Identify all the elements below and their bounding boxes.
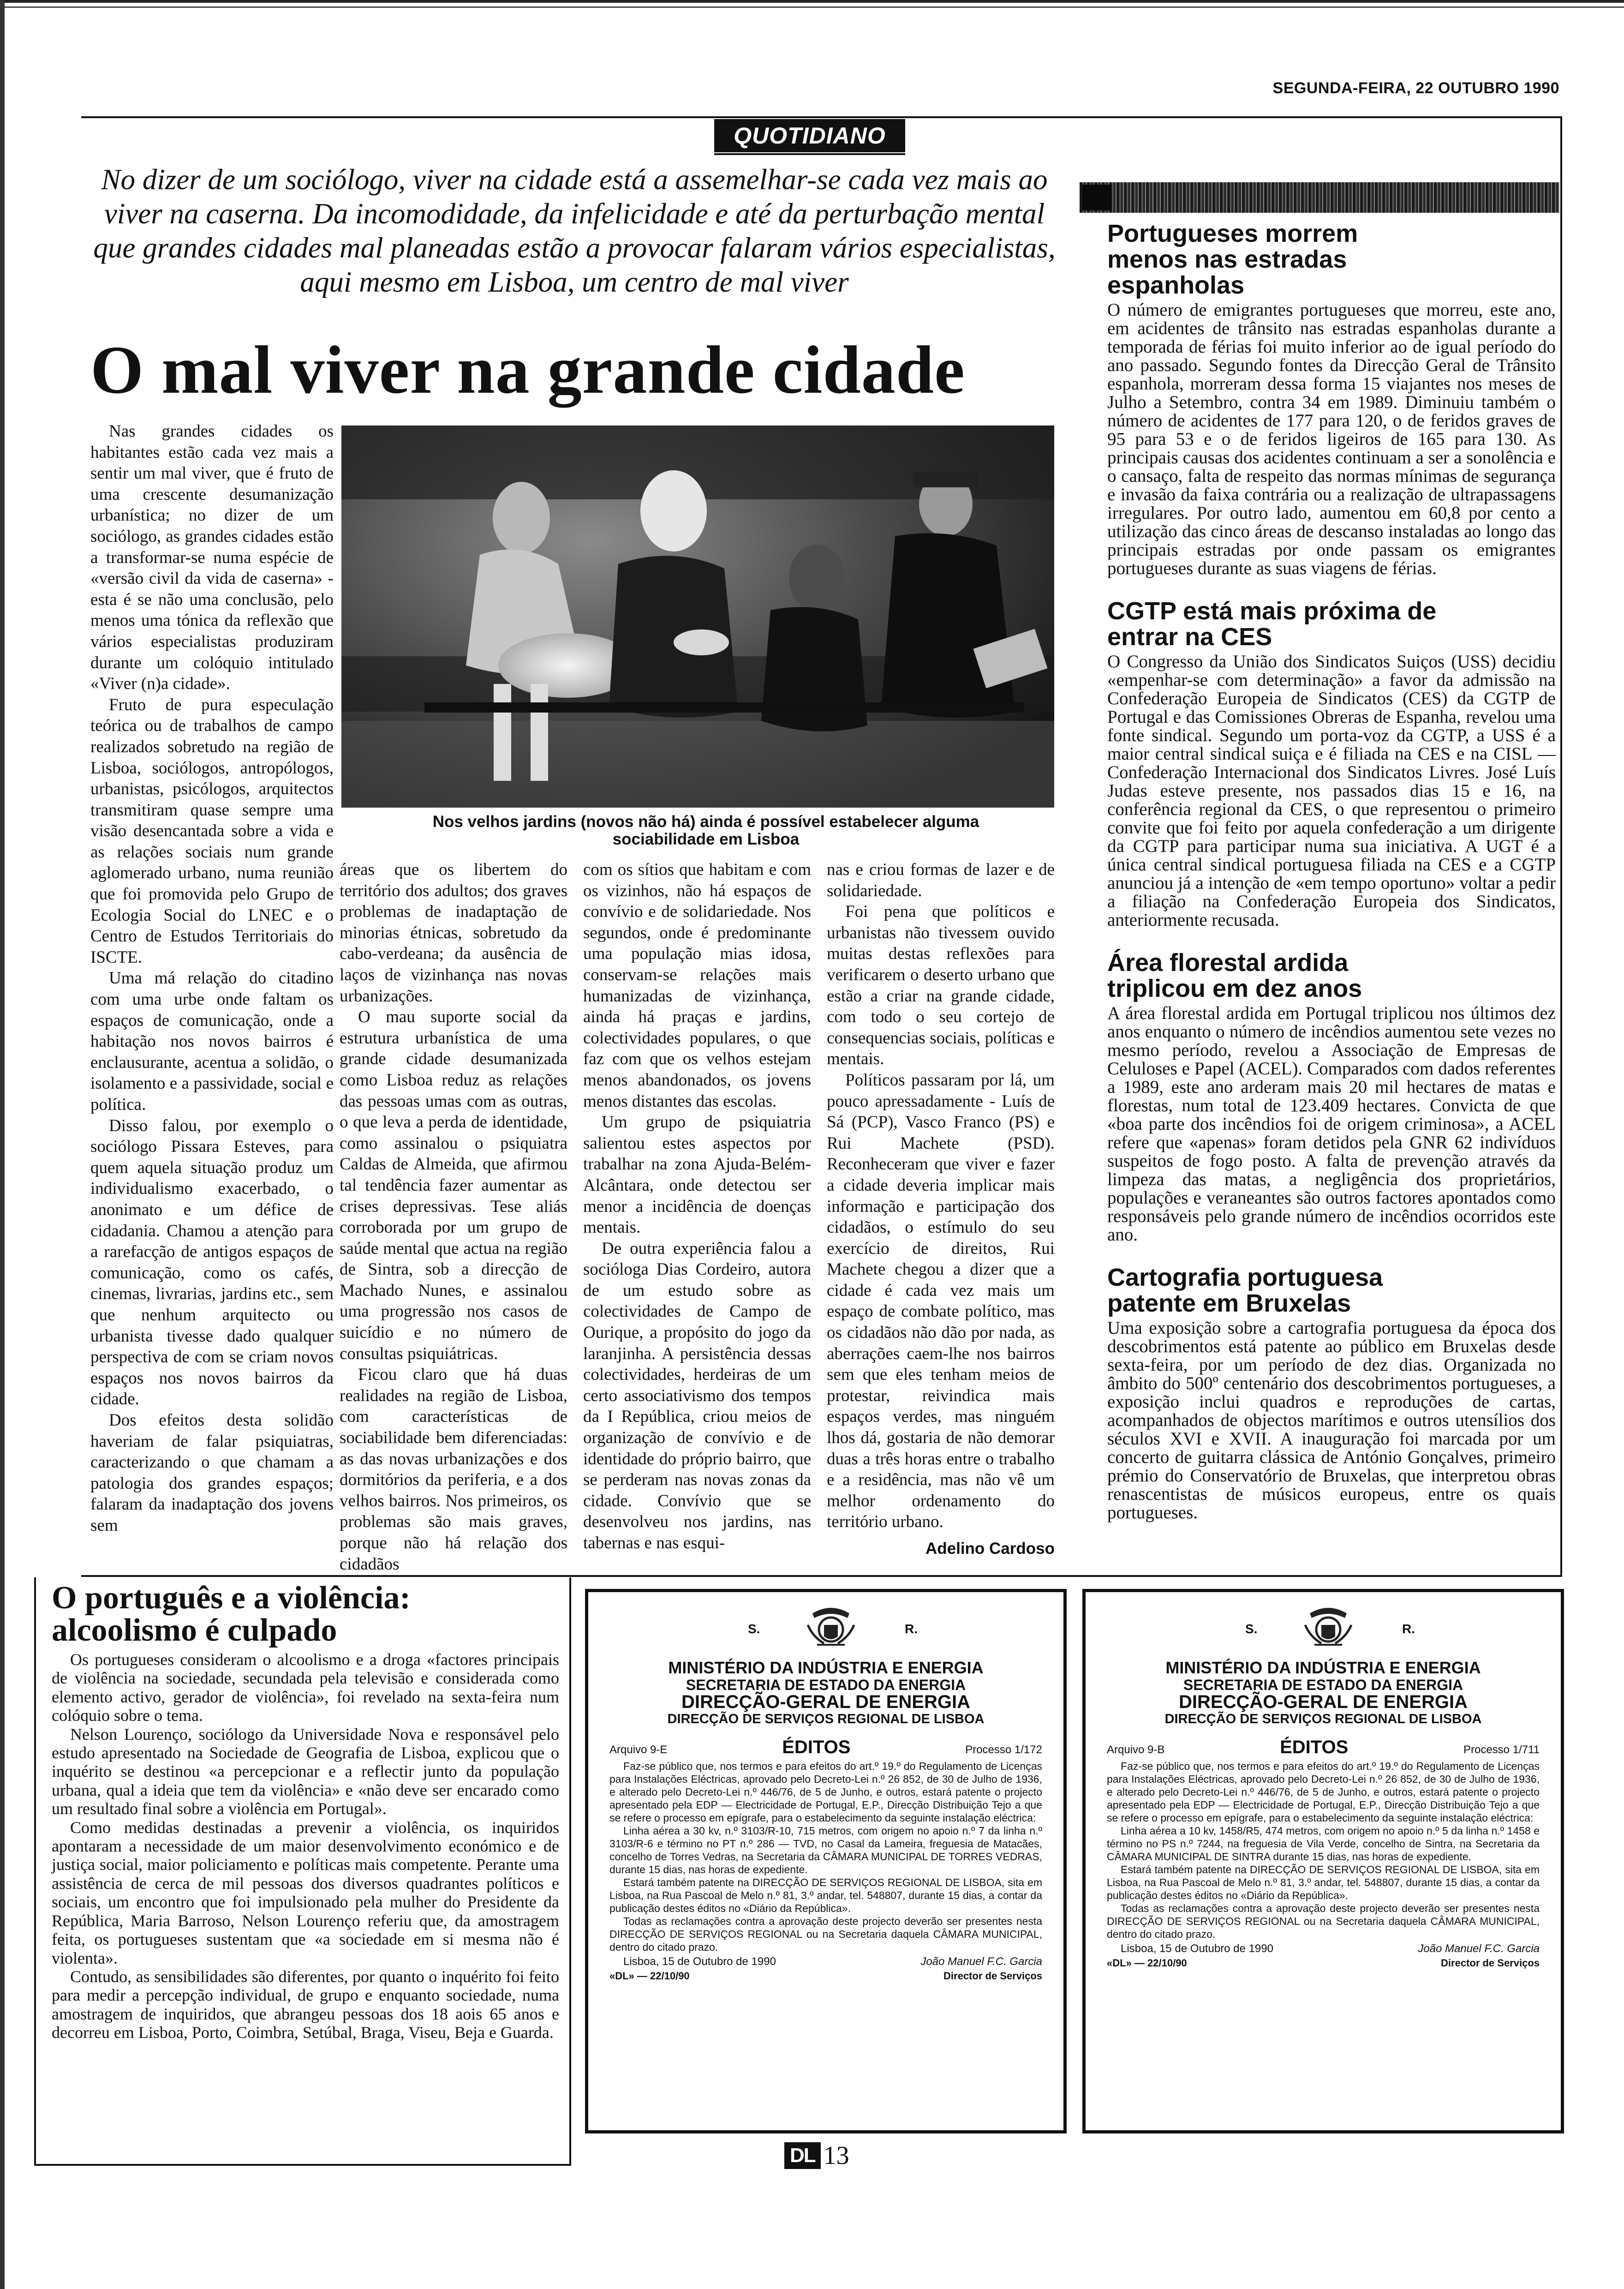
paragraph: Ficou claro que há duas realidades na região de Lisboa, com características de sociabilidade bem diferenciadas: as das novas urbanizações e dos dormitórios da periferia, e a dos velhos bairros. Nos primeiros, os problemas são mais graves, porque não há relação dos cidadãos [340,1365,567,1574]
notice-signer: João Manuel F.C. Garcia [920,1955,1042,1968]
notice-signature-row [609,1955,1042,1968]
legal-notice-1 [585,1589,1067,2133]
notice-title: ÉDITOS [782,1737,851,1757]
section-rule [714,153,905,155]
notice-directorate: DIRECÇÃO-GERAL DE ENERGIA [1179,1692,1468,1712]
paragraph: Todas as reclamações contra a aprovação deste projecto deverão ser presentes nesta DIRECÇÃO DE SERVIÇOS REGIONAL ou na Secretaria daquela CÂMARA MUNICIPAL, dentro do citado prazo. [609,1915,1042,1953]
paragraph: Linha aérea a 30 kv, n.º 3103/R-10, 715 metros, com origem no apoio n.º 7 da linha n.º 3103/R-6 e término no PT n.º 286 — TVD, no Casal da Lameira, freguesia de Matacães, concelho de Torres Vedras, na Secretaria da CÂMARA MUNICIPAL DE TORRES VEDRAS, durante 15 dias, nas horas de expediente. [609,1825,1042,1876]
bottom-body [52,1650,559,2042]
paragraph: Uma má relação do citadino com uma urbe onde faltam os espaços de comunicação, onde a habitação nos novos bairros é enclausurante, acentua a solidão, o isolamento e a passividade, social e política. [90,969,334,1114]
photo-image [341,425,1054,808]
coat-of-arms-icon [803,1604,859,1650]
notice-footer-row [1107,1957,1540,1969]
paragraph: áreas que os libertem do território dos adultos; dos graves problemas de inadaptação de minorias étnicas, sobretudo da cabo-verdeana; da ausência de laços de vizinhança nas novas urbanizações. [340,860,567,1006]
kicker: No dizer de um sociólogo, viver na cidade está a assemelhar-se cada vez mais ao viver na caserna. Da incomodidade, da infelicidade e até da perturbação mental que grandes cidades mal planeadas estão a provocar falaram vários especialistas, aqui mesmo em Lisboa, um centro de mal viver [93,163,1056,298]
notice-ministry: MINISTÉRIO DA INDÚSTRIA E ENERGIA [668,1658,984,1677]
notice-title-row [1107,1737,1540,1758]
paragraph: Faz-se público que, nos termos e para efeitos do art.º 19.º do Regulamento de Licenças para Instalações Eléctricas, aprovado pelo Decreto-Lei n.º 26 852, de 30 de Julho de 1936, e alterado pelo Decreto-Lei n.º 446/76, de 5 de Junho, e outros, estará patente o projecto apresentado pela EDP — Electricidade de Portugal, E.P., Direcção Distribuição Tejo a que se refere o processo em epígrafe, para o estabelecimento da seguinte instalação eléctrica: [1107,1760,1540,1824]
paragraph: com os sítios que habitam e com os vizinhos, não há espaços de convívio e de solidariedade. Nos segundos, onde é predominante uma população mias idosa, conservam-se relações mais humanizadas de vizinhança, ainda há praças e jardins, colectividades populares, o que faz com que os velhos estejam menos abandonados, os jovens menos distantes das escolas. [583,860,811,1111]
notice-place-date: Lisboa, 15 de Outubro de 1990 [623,1955,776,1968]
section-label: QUOTIDIANO [714,119,905,152]
paragraph: Os portugueses consideram o alcoolismo e a droga «factores principais de violência na sociedade, secundada pela televisão e considerada como elemento activo, gerador de violência», foi revelado na sexta-feira num colóquio sobre o tema. [52,1650,559,1725]
notice-emblem-row [1107,1604,1540,1650]
notice-ref: «DL» — 22/10/90 [609,1970,690,1982]
photo [341,425,1054,808]
headline: O mal viver na grande cidade [90,332,965,408]
paragraph: Um grupo de psiquiatria salientou estes aspectos por trabalhar na zona Ajuda-Belém-Alcântara, onde detectou ser menor a incidência de doenças mentais. [583,1113,811,1237]
paragraph: Nas grandes cidades os habitantes estão cada vez mais a sentir um mal viver, que é fruto de uma crescente desumanização urbanística; no dizer de um sociólogo, as grandes cidades estão a transformar-se numa espécie de «versão civil da vida de caserna» - esta é se não uma conclusão, pelo menos uma tónica da reflexão que vários especialistas produziram durante um colóquio intitulado «Viver (n)a cidade». [90,422,334,694]
notice-signature-row [1107,1942,1540,1955]
sidebar-body [1107,1004,1556,1244]
page-date: SEGUNDA-FEIRA, 22 OUTUBRO 1990 [1272,79,1559,97]
emblem-s: S. [748,1622,760,1636]
photo-caption: Nos velhos jardins (novos não há) ainda é possível estabelecer alguma sociabilidade em Lisboa [432,813,979,848]
article-column-1 [90,421,334,1536]
article-column-4 [827,859,1055,1533]
sidebar-headline: CGTP está mais próxima de entrar na CES [1107,597,1437,651]
emblem-r: R. [905,1622,918,1636]
notice-signer-title: Director de Serviços [943,1970,1042,1982]
paragraph: Foi pena que políticos e urbanistas não tivessem ouvido muitas destas reflexões para verificarem o deserto urbano que estão a criar na grande cidade, com todo o seu cortejo de consequencias sociais, políticas e mentais. [827,902,1055,1069]
notice-body [1107,1760,1540,1941]
paragraph: Como medidas destinadas a prevenir a violência, os inquiridos apontaram a necessidade de um maior desenvolvimento económico e de justiça social, maior policiamento e políticas mais competente. Perante uma assistência de cerca de mil pessoas dos diversos quadrantes políticos e sociais, um encontro que foi impulsionado pela mulher do Presidente da República, Maria Barroso, Nelson Lourenço referiu que, da amostragem feita, os portugueses sustentam que «a sociedade em si mesma não é violenta». [52,1818,559,1967]
notice-ref: «DL» — 22/10/90 [1107,1957,1187,1969]
notice-secretariat: SECRETARIA DE ESTADO DA ENERGIA [686,1677,966,1693]
paragraph: Estará também patente na DIRECÇÃO DE SERVIÇOS REGIONAL DE LISBOA, sita em Lisboa, na Rua Pascoal de Melo n.º 81, 3.º andar, tel. 548807, durante 15 dias, a contar da publicação destes éditos no «Diário da República». [609,1876,1042,1914]
paragraph: O mau suporte social da estrutura urbanística de uma grande cidade desumanizada como Lisboa reduz as relações das pessoas umas com as outras, o que leva a perda de identidade, como assinalou o psiquiatra Caldas de Almeida, que afirmou tal tendência fazer aumentar as crises depressivas. Tese aliás corroborada por um grupo de saúde mental que actua na região de Sintra, sob a direcção de Machado Nunes, e assinalou uma progressão nos casos de suicídio e no número de consultas psiquiátricas. [340,1007,567,1363]
notice-body [609,1760,1042,1953]
notice-regional: DIRECÇÃO DE SERVIÇOS REGIONAL DE LISBOA [667,1712,985,1726]
sidebar-headline: Cartografia portuguesa patente em Bruxelas [1107,1264,1383,1317]
byline: Adelino Cardoso [925,1540,1055,1558]
notice-emblem-row [609,1604,1042,1650]
paragraph: O número de emigrantes portugueses que morreu, este ano, em acidentes de trânsito nas estradas espanholas durante a temporada de férias foi muito inferior ao de igual período do ano passado. Segundo fontes da Direcção Geral de Trânsito espanhola, morreram dessa forma 15 viajantes nos meses de Julho a Setembro, contra 34 em 1989. Diminuiu também o número de acidentes de 177 para 120, o de feridos graves de 95 para 53 e o de feridos ligeiros de 165 para 130. As principais causas dos acidentes continuam a ser a sonolência e o cansaço, falta de respeito das normas mínimas de segurança e invasão da faixa contrária ou a realização de ultrapassagens irregulares. Por outro lado, aumentou em 60,8 por cento a utilização das cinco áreas de descanso instaladas ao longo das principais estradas por onde passam os emigrantes portugueses durante as suas viagens de férias. [1107,300,1556,578]
notice-signer: João Manuel F.C. Garcia [1418,1942,1540,1955]
notice-title-row [609,1737,1042,1758]
sidebar-headline: Área florestal ardida triplicou em dez anos [1107,949,1362,1002]
left-edge [0,0,5,2289]
paragraph: Estará também patente na DIRECÇÃO DE SERVIÇOS REGIONAL DE LISBOA, sita em Lisboa, na Rua Pascoal de Melo n.º 81, 3.º andar, tel. 548807, durante 15 dias, a contar da publicação destes éditos no «Diário da República». [1107,1864,1540,1901]
top-edge-rule [0,0,1624,3]
article-column-3 [583,859,811,1554]
sidebar-texture-bar [1080,182,1559,213]
paragraph: Dos efeitos desta solidão haveriam de falar psiquiatras, caracterizando o que chamam a patologia dos grandes espaços; falaram da inadaptação dos jovens sem [90,1410,334,1535]
notice-process: Processo 1/711 [1463,1744,1540,1756]
notice-secretariat: SECRETARIA DE ESTADO DA ENERGIA [1183,1677,1463,1693]
paragraph: Uma exposição sobre a cartografia portuguesa da época dos descobrimentos está patente ao público em Bruxelas desde sexta-feira, por um período de dez dias. Organizada no âmbito do 500º centenário dos descobrimentos portugueses, a exposição inclui quadros e reproduções de cartas, acompanhados de objectos marítimos e outros utensílios dos séculos XVI e XVII. A inauguração foi marcada por um concerto de guitarra clássica de António Gonçalves, primeiro prémio do Conservatório de Bruxelas, que interpretou obras renascentistas de músicos europeus, entre os quais portugueses. [1107,1318,1556,1522]
paragraph: Contudo, as sensibilidades são diferentes, por quanto o inquérito foi feito para medir a percepção individual, de grupo e enquanto sociedade, numa amostragem de inquiridos, que abrangeu pessoas dos 18 aois 65 anos e decorreu em Lisboa, Porto, Coimbra, Setúbal, Braga, Viseu, Beja e Guarda. [52,1967,559,2042]
sidebar-body [1107,301,1556,578]
bottom-headline: O português e a violência: alcoolismo é culpado [52,1580,411,1648]
notice-process: Processo 1/172 [965,1744,1042,1756]
sidebar-body [1107,1319,1556,1522]
sidebar-body [1107,653,1556,929]
sidebar [1107,221,1556,1522]
notice-place-date: Lisboa, 15 de Outubro de 1990 [1121,1942,1273,1955]
paragraph: nas e criou formas de lazer e de solidariedade. [827,860,1055,900]
notice-ministry: MINISTÉRIO DA INDÚSTRIA E ENERGIA [1165,1658,1481,1677]
paragraph: Todas as reclamações contra a aprovação deste projecto deverão ser presentes nesta DIRECÇÃO DE SERVIÇOS REGIONAL ou na Secretaria daquela CÂMARA MUNICIPAL, dentro do citado prazo. [1107,1902,1540,1940]
paragraph: Disso falou, por exemplo o sociólogo Pissara Esteves, para quem aquela situação produz um individualismo exacerbado, o anonimato e um défice de cidadania. Chamou a atenção para a rarefacção de antigos espaços de comunicação, como os cafés, cinemas, livrarias, jardins etc., sem que nenhum arquitecto ou urbanista tivesse dado qualquer perspectiva de com se criam novos espaços nos novos bairros da cidade. [90,1116,334,1409]
sidebar-texture-block [1082,185,1112,210]
notice-archive: Arquivo 9-E [609,1744,668,1756]
paragraph: Faz-se público que, nos termos e para efeitos do art.º 19.º do Regulamento de Licenças para Instalações Eléctricas, aprovado pelo Decreto-Lei n.º 26 852, de 30 de Julho de 1936, e alterado pelo Decreto-Lei n.º 446/76, de 5 de Junho, e outros, estará patente o projecto apresentado pela EDP — Electricidade de Portugal, E.P., Direcção Distribuição Tejo a que se refere o processo em epígrafe, para o estabelecimento da seguinte instalação eléctrica: [609,1760,1042,1824]
notice-directorate: DIRECÇÃO-GERAL DE ENERGIA [681,1692,970,1712]
notice-title: ÉDITOS [1280,1737,1349,1757]
top-rule [0,6,1624,8]
paragraph: Fruto de pura especulação teórica ou de trabalhos de campo realizados sobretudo na região de Lisboa, sociólogos, antropólogos, urbanistas, psicólogos, arquitectos transmitiram quase sempre uma visão desencantada sobre a vida e as relações sociais num grande aglomerado urbano, numa reunião que foi promovida pelo Grupo de Ecologia Social do LNEC e o Centro de Estudos Territoriais do ISCTE. [90,695,334,967]
article-column-2 [340,859,567,1575]
bottom-article [52,1582,559,2042]
page-number: 13 [823,2141,849,2170]
page-footer [784,2139,849,2172]
paragraph: De outra experiência falou a socióloga Dias Cordeiro, autora de um estudo sobre as colectividades de Campo de Ourique, a propósito do jogo da laranjinha. A persistência dessas colectividades, herdeiras de um certo associativismo dos tempos da I República, criou meios de organização de convívio e de identidade do próprio bairro, que se perderam nas novas zonas da cidade. Convívio que se desenvolveu nos jardins, nas tabernas e nas esqui- [583,1239,811,1552]
paragraph: Linha aérea a 10 kv, 1458/R5, 474 metros, com origem no apoio n.º 5 da linha n.º 1458 e término no PS n.º 7244, na freguesia de Vila Verde, concelho de Sintra, na Secretaria da CÂMARA MUNICIPAL DE SINTRA durante 15 dias, nas horas de expediente. [1107,1825,1540,1863]
newspaper-logo: DL [784,2142,821,2169]
coat-of-arms-icon [1301,1604,1356,1650]
paragraph: Nelson Lourenço, sociólogo da Universidade Nova e responsável pelo estudo apresentado na Sociedade de Geografia de Lisboa, explicou que o inquérito se destinou «a percepcionar e a reflectir junto da população urbana, qual a ideia que tem da violência» e «não deve ser encarado como um resultado final sobre a violência em Portugal». [52,1725,559,1818]
paragraph: O Congresso da União dos Sindicatos Suiços (USS) decidiu «empenhar-se com determinação» a favor da admissão na Confederação Europeia de Sindicatos (CES) da CGTP de Portugal e das Comissiones Obreras de Espanha, revelou uma fonte sindical. Segundo um porta-voz da CGTP, a USS é a maior central sindical suiça e é filiada na CES e na CISL — Confederação Internacional dos Sindicatos Livres. José Luís Judas esteve presente, nos passados dias 15 e 16, na conferência regional da CES, o que representou o primeiro convite que foi feito por aquela confederação a um dirigente da CGTP para participar numa sua iniciativa. A UGT é a única central sindical portuguesa filiada na CES e a CGTP anunciou já a intenção de «em tempo oportuno» voltar a pedir a filiação na Confederação Europeia dos Sindicatos, anteriormente recusada. [1107,652,1556,930]
notice-footer-row [609,1970,1042,1982]
paragraph: A área florestal ardida em Portugal triplicou nos últimos dez anos enquanto o número de incêndios aumentou sete vezes no mesmo período, revelou a Associação de Empresas de Celuloses e Papel (ACEL). Comparados com dados referentes a 1989, este ano arderam mais 20 mil hectares de matas e florestas, num total de 123.409 hectares. Convicta de que «boa parte dos incêndios foi de origem criminosa», a ACEL refere que «apenas» foram detidos pela GNR 62 indivíduos suspeitos de fogo posto. A falta de prevenção através da limpeza das matas, a negligência dos proprietários, populações e veraneantes são outros factores apontados como responsáveis pelo grande número de incêndios ocorridos este ano. [1107,1003,1556,1245]
emblem-r: R. [1402,1622,1415,1636]
legal-notice-2 [1082,1589,1564,2133]
paragraph: Políticos passaram por lá, um pouco apressadamente - Luís de Sá (PCP), Vasco Franco (PS) e Rui Machete (PSD). Reconheceram que viver e fazer a cidade deveria implicar mais informação e participação dos cidadãos, o estímulo do seu exercício de direitos, Rui Machete chegou a dizer que a cidade é cada vez mais um espaço de combate político, mas os cidadãos não dão por nada, as aberrações caem-lhe nos bairros sem que eles tenham meios de protestar, reivindica mais espaços verdes, mas ninguém lhos dá, gostaria de não demorar duas a três horas entre o trabalho e a residência, mas não vê um melhor ordenamento do território urbano. [827,1070,1055,1532]
notice-regional: DIRECÇÃO DE SERVIÇOS REGIONAL DE LISBOA [1164,1712,1482,1726]
sidebar-headline: Portugueses morrem menos nas estradas espanholas [1107,220,1358,299]
emblem-s: S. [1245,1622,1258,1636]
notice-signer-title: Director de Serviços [1441,1957,1540,1969]
notice-archive: Arquivo 9-B [1107,1744,1165,1756]
